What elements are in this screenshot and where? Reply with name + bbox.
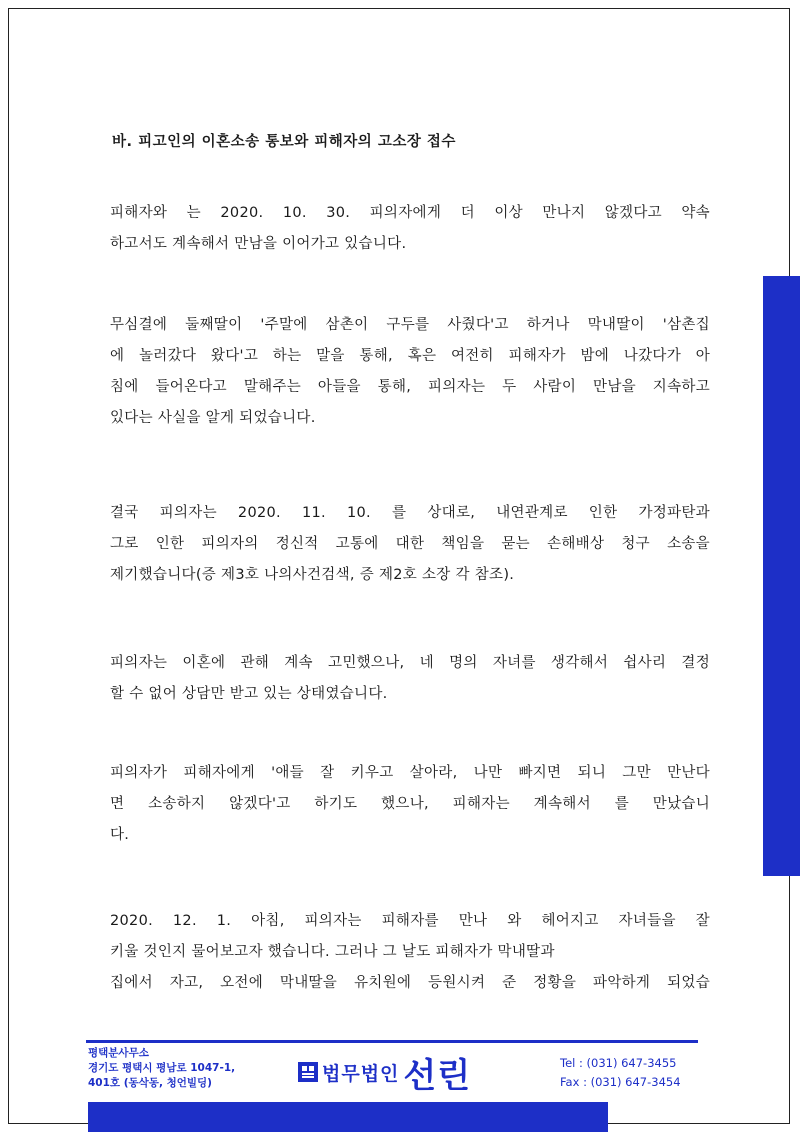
logo-prefix: 법무법인 <box>322 1062 400 1085</box>
paragraph-line: 있다는 사실을 알게 되었습니다. <box>110 410 316 426</box>
paragraph-line: 2020. 12. 1. 아침, 피의자는 피해자를 만나 와 헤어지고 자녀들을 잘 <box>110 913 710 929</box>
law-firm-logo <box>298 1044 471 1100</box>
side-accent-bar <box>763 276 800 876</box>
office-address-block <box>88 1046 235 1091</box>
paragraph-line: 피의자가 피해자에게 '애들 잘 키우고 살아라, 나만 빠지면 되니 그만 만난다 <box>110 765 710 781</box>
fax-number: Fax : (031) 647-3454 <box>560 1075 681 1089</box>
office-address-line-2: 401호 (동삭동, 청언빌딩) <box>88 1077 212 1089</box>
paragraph-3 <box>110 498 710 591</box>
paragraph-2 <box>110 310 710 434</box>
paragraph-line: 결국 피의자는 2020. 11. 10. 를 상대로, 내연관계로 인한 가정파탄과 <box>110 505 710 521</box>
paragraph-1 <box>110 198 710 260</box>
paragraph-line: 피해자와 는 2020. 10. 30. 피의자에게 더 이상 만나지 않겠다고 약속 <box>110 205 710 221</box>
paragraph-line: 다. <box>110 827 130 843</box>
paragraph-line: 제기했습니다(증 제3호 나의사건검색, 증 제2호 소장 각 참조). <box>110 567 515 583</box>
footer-divider <box>86 1040 698 1043</box>
contact-block <box>560 1054 681 1092</box>
paragraph-4 <box>110 648 710 710</box>
paragraph-line: 그로 인한 피의자의 정신적 고통에 대한 책임을 묻는 손해배상 청구 소송을 <box>110 536 710 552</box>
section-heading: 바. 피고인의 이혼소송 통보와 피해자의 고소장 접수 <box>112 134 456 150</box>
paragraph-line: 면 소송하지 않겠다'고 하기도 했으나, 피해자는 계속해서 를 만났습니 <box>110 796 710 812</box>
paragraph-line: 하고서도 계속해서 만남을 이어가고 있습니다. <box>110 236 407 252</box>
paragraph-6 <box>110 906 710 999</box>
paragraph-line: 무심결에 둘째딸이 '주말에 삼촌이 구두를 사줬다'고 하거나 막내딸이 '삼촌집 <box>110 317 710 333</box>
paragraph-line: 피의자는 이혼에 관해 계속 고민했으나, 네 명의 자녀를 생각해서 쉽사리 결정 <box>110 655 710 671</box>
paragraph-5 <box>110 758 710 851</box>
paragraph-line: 에 놀러갔다 왔다'고 하는 말을 통해, 혹은 여전히 피해자가 밤에 나갔다가 아 <box>110 348 710 364</box>
office-address-line-1: 경기도 평택시 평남로 1047-1, <box>88 1062 236 1074</box>
office-name: 평택분사무소 <box>88 1047 149 1059</box>
paragraph-line: 할 수 없어 상담만 받고 있는 상태였습니다. <box>110 686 388 702</box>
paragraph-line: 집에서 자고, 오전에 막내딸을 유치원에 등원시켜 준 정황을 파악하게 되었습 <box>110 975 710 991</box>
paragraph-line: 침에 들어온다고 말해주는 아들을 통해, 피의자는 두 사람이 만남을 지속하고 <box>110 379 710 395</box>
logo-name: 선린 <box>403 1055 472 1096</box>
telephone-number: Tel : (031) 647-3455 <box>560 1056 677 1070</box>
paragraph-line: 키울 것인지 물어보고자 했습니다. 그러나 그 날도 피해자가 막내딸과 <box>110 944 555 960</box>
firm-emblem-icon <box>298 1062 318 1082</box>
bottom-accent-bar <box>88 1102 608 1132</box>
